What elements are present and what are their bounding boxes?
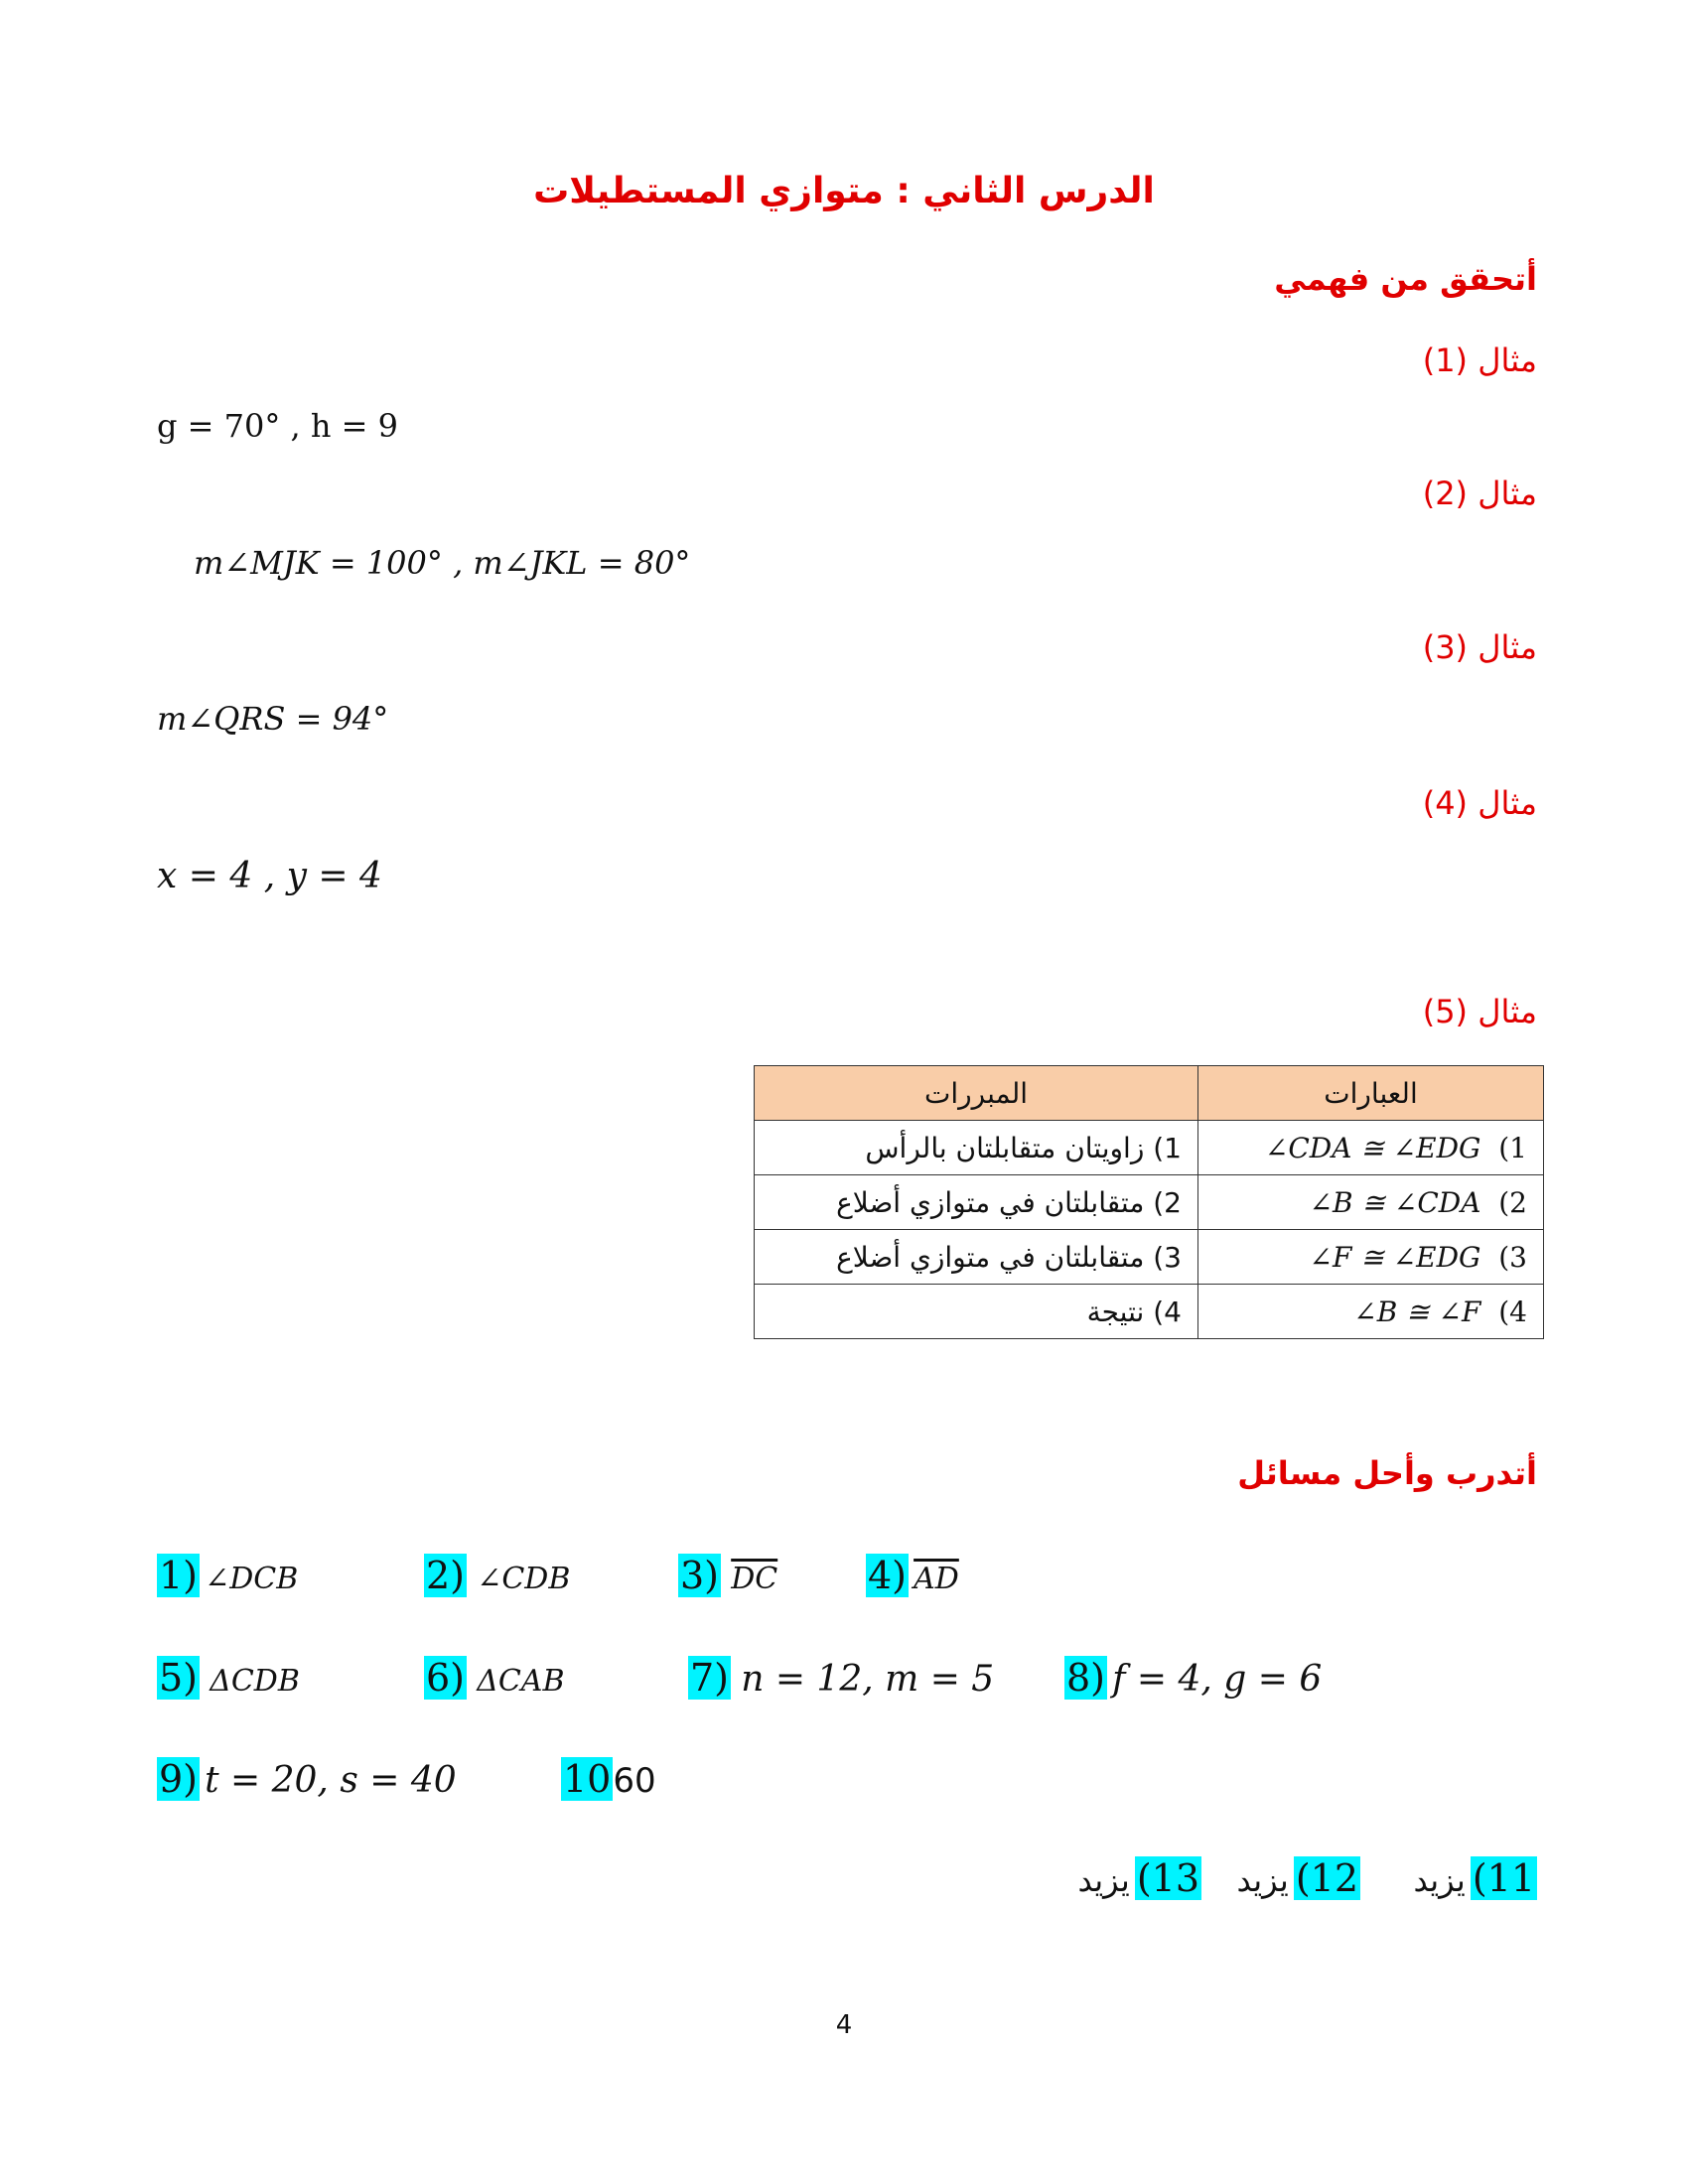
practice-answer: f = 4, g = 6 [1112,1659,1323,1700]
statement-number: 2) [1498,1185,1527,1219]
practice-answer: 60 [613,1761,656,1801]
statement-cell [1198,1121,1544,1175]
practice-answer: ΔCAB [477,1664,565,1699]
statement-number: 4) [1498,1295,1527,1328]
statements-header: العبارات [1198,1066,1544,1121]
practice-number: 4) [868,1554,908,1597]
practice-number: 6) [426,1656,466,1700]
example-3-answer: m∠QRS = 94° [157,700,389,738]
practice-answer: n = 12, m = 5 [741,1659,995,1700]
statement-expression: ∠B ≅ ∠CDA [1309,1185,1481,1219]
practice-number: 7) [690,1656,730,1700]
practice-item-7 [688,1656,994,1700]
practice-item-4 [866,1554,959,1597]
example-1-label: مثال (1) [1422,341,1537,379]
table-row [755,1121,1544,1175]
example-2-answer: m∠MJK = 100° , m∠JKL = 80° [194,544,691,582]
statement-expression: ∠B ≅ ∠F [1353,1295,1481,1328]
reasons-header: المبررات [755,1066,1198,1121]
practice-item-9 [157,1757,457,1801]
practice-answer: t = 20, s = 40 [205,1760,457,1801]
practice-item-3 [678,1554,777,1597]
practice-answer: ∠DCB [205,1562,299,1596]
page-title: الدرس الثاني : متوازي المستطيلات [533,171,1155,211]
practice-number: 2) [426,1554,466,1597]
example-5-label: مثال (5) [1422,993,1537,1030]
practice-answer: يزيد [1077,1861,1130,1899]
practice-number: 3) [680,1554,720,1597]
practice-number: 12) [1295,1856,1358,1900]
reason-cell: 4) نتيجة [755,1285,1198,1339]
example-2-label: مثال (2) [1422,475,1537,512]
reason-cell: 1) زاويتان متقابلتان بالرأس [755,1121,1198,1175]
practice-item-2 [424,1554,570,1597]
practice-answer: يزيد [1413,1861,1466,1899]
proof-table-header [755,1066,1544,1121]
practice-item-10 [561,1757,656,1801]
practice-heading: أتدرب وأحل مسائل [1237,1454,1537,1492]
practice-item-8 [1064,1656,1322,1700]
table-row [755,1285,1544,1339]
example-4-label: مثال (4) [1422,784,1537,822]
table-row [755,1230,1544,1285]
reason-cell: 2) متقابلتان في متوازي أضلاع [755,1175,1198,1230]
practice-number: 13) [1136,1856,1199,1900]
practice-answer: ∠CDB [477,1562,571,1596]
reason-cell: 3) متقابلتان في متوازي أضلاع [755,1230,1198,1285]
statement-cell [1198,1175,1544,1230]
practice-item-5 [157,1656,300,1700]
page-number: 4 [835,2010,853,2040]
statement-expression: ∠CDA ≅ ∠EDG [1264,1131,1481,1164]
practice-item-11 [1413,1856,1537,1900]
practice-answer: $\overline{DC}$ [731,1562,778,1596]
check-understanding-heading: أتحقق من فهمي [1274,260,1537,298]
practice-number: 8) [1066,1656,1106,1700]
practice-item-1 [157,1554,298,1597]
table-row [755,1175,1544,1230]
practice-item-12 [1236,1856,1360,1900]
statement-number: 3) [1498,1240,1527,1274]
practice-answer: يزيد [1236,1861,1289,1899]
practice-number: 11) [1472,1856,1535,1900]
practice-item-6 [424,1656,565,1700]
statement-expression: ∠F ≅ ∠EDG [1309,1240,1481,1274]
statement-cell [1198,1230,1544,1285]
practice-number: 10 [563,1757,612,1801]
practice-number: 5) [159,1656,199,1700]
example-4-answer: x = 4 , y = 4 [157,856,382,896]
statement-number: 1) [1498,1131,1527,1164]
example-3-label: مثال (3) [1422,628,1537,666]
proof-table [754,1065,1544,1339]
practice-answer: ΔCDB [210,1664,300,1699]
practice-item-13 [1077,1856,1201,1900]
practice-number: 1) [159,1554,199,1597]
practice-number: 9) [159,1757,199,1801]
practice-answer: $\overline{AD}$ [914,1562,959,1596]
example-1-answer: g = 70° , h = 9 [157,407,398,445]
statement-cell [1198,1285,1544,1339]
